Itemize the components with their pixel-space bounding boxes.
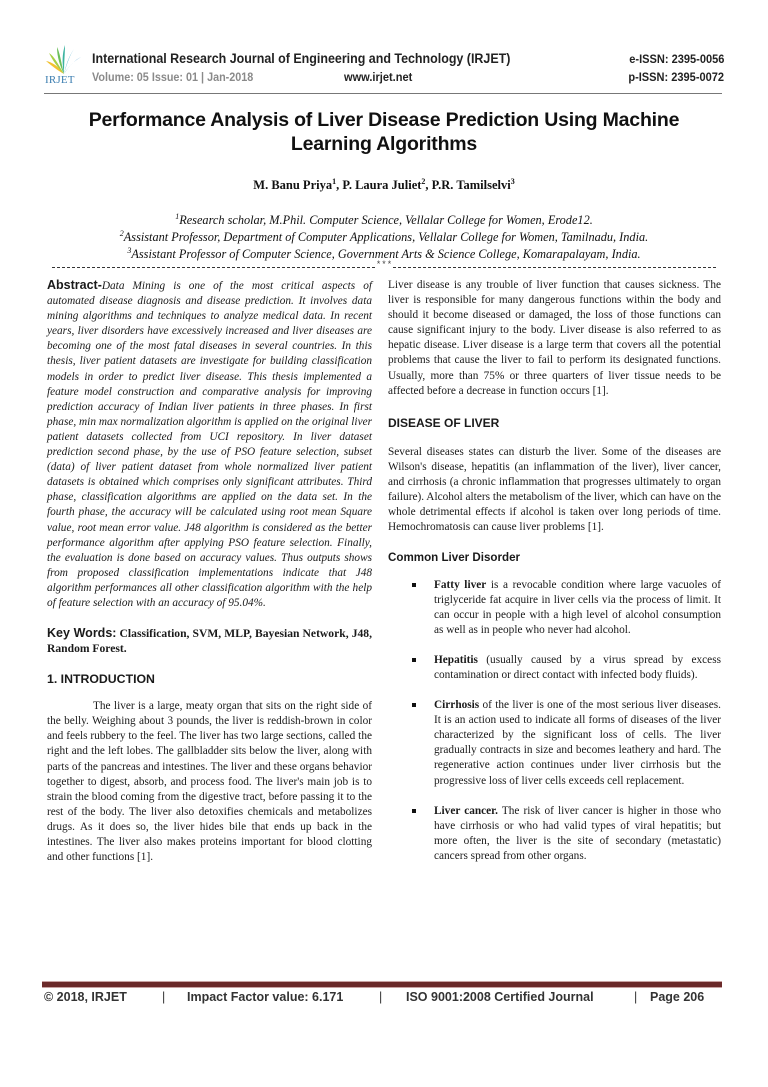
copyright: © 2018, IRJET	[44, 990, 127, 1004]
keywords-label: Key Words:	[47, 626, 117, 641]
affil-sup: 3	[127, 245, 132, 255]
author-name: M. Banu Priya	[253, 178, 333, 192]
abstract-text: Data Mining is one of the most critical aspects of automated disease diagnosis and disease prediction. It involves data mining algorithms and techniques to analyze medical data. In recent years, liver disorders have excessively increased and liver diseases are becoming one of the most fatal diseases in several countries. In this thesis, liver patient datasets are investigate for building classification models in order to predict liver disease. This thesis implemented a feature model construction and comparative analysis for improving prediction accuracy of Indian liver patients in three phases. In first phase, min max normalization algorithm is applied on the original liver patient datasets collected from UCI repository. In liver dataset prediction second phase, by the use of PSO feature selection, subset (data) of liver patient dataset from whole normalized liver patient datasets is obtained which comprises only significant attributes. Third phase, classification algorithms are applied on the data set. In the fourth phase, the accuracy will be calculated using root mean Square value, root mean error value. J48 algorithm is considered as the better performance algorithm after applying PSO feature selection. Finally, the evaluation is done based on accuracy values. Thus outputs shows from proposed classification implementations indicate that J48 algorithm performances all other classification algorithm with the help of feature selection with an accuracy of 95.04%.	[47, 280, 372, 609]
disorder-term: Liver cancer.	[434, 804, 498, 817]
page-footer	[44, 990, 724, 1008]
author-sup: 1	[332, 176, 337, 186]
paper-title: Performance Analysis of Liver Disease Prediction Using Machine Learning Algorithms	[88, 109, 680, 155]
introduction-continued-paragraph: Liver disease is any trouble of liver function that causes sickness. The liver is responsible for many dangerous functions within the body and should it become diseased or damaged, the loss of those functions can cause significant injury to the body. Liver disease is also referred to as hepatic disease. Liver disease is a large term that covers all the potential problems that cause the liver to fail to perform its designated functions. Usually, more than 75% or three quarters of liver tissue needs to be affected before a decrease in function occurs [1].	[388, 279, 721, 397]
disorder-term: Cirrhosis	[434, 699, 480, 712]
disorder-text: (usually caused by a virus spread by excess contamination or direct contact with infected body fluids).	[434, 653, 721, 681]
e-issn: e-ISSN: 2395-0056	[628, 52, 724, 66]
disorder-text: is a revocable condition where large vacuoles of triglyceride fat acquire in liver cells via the process of limit. It can occur in people with a high level of alcohol consumption as well as in people who never had alcohol.	[434, 578, 721, 636]
introduction-heading: 1. INTRODUCTION	[47, 672, 155, 687]
disease-of-liver-heading: DISEASE OF LIVER	[388, 415, 500, 430]
footer-divider	[42, 981, 722, 988]
disorder-text: of the liver is one of the most serious liver diseases. It is an action used to indicate all forms of diseases of the liver characterized by the significant loss of cells. The liver gradually contracts in size and becomes leathery and hard. The regenerative action continues under liver cirrhosis but the progressive loss of liver cells exceeds cell replacement.	[434, 699, 721, 787]
author-list: M. Banu Priya$^1$, P. Laura Juliet$^2$, P.R. Tamilselvi$^3$	[253, 176, 515, 192]
journal-header	[44, 44, 724, 90]
affiliation	[40, 212, 728, 229]
list-item	[388, 698, 721, 789]
keywords-text: Classification, SVM, MLP, Bayesian Network, J48, Random Forest.	[47, 627, 372, 656]
right-column	[388, 278, 721, 879]
impact-factor: Impact Factor value: 6.171	[187, 990, 344, 1004]
disorder-text: The risk of liver cancer is higher in those who have cirrhosis or who had valid types of viral hepatitis; but more often, the liver is the site of secondary (metastatic) cancers spread from other organs.	[434, 804, 722, 862]
list-item	[388, 578, 721, 638]
affil-text: Research scholar, M.Phil. Computer Science, Vellalar College for Women, Erode12.	[179, 213, 593, 227]
journal-name: International Research Journal of Engineering and Technology (IRJET)	[92, 51, 511, 66]
affiliation	[40, 229, 728, 246]
footer-separator: |	[162, 990, 166, 1004]
affil-text: Assistant Professor, Department of Computer Applications, Vellalar College for Women, Tamilnadu, India.	[123, 230, 649, 244]
footer-separator: |	[379, 990, 383, 1004]
journal-website-link[interactable]: www.irjet.net	[344, 70, 413, 84]
leaf-fan-icon	[44, 44, 84, 76]
square-bullet-icon	[412, 583, 416, 587]
header-divider	[44, 93, 722, 94]
author-sup: 3	[510, 176, 515, 186]
common-liver-disorder-heading: Common Liver Disorder	[388, 551, 521, 565]
section-separator	[52, 260, 716, 271]
square-bullet-icon	[412, 809, 416, 813]
footer-separator: |	[634, 990, 638, 1004]
dashed-line	[393, 267, 716, 268]
author-name: P.R. Tamilselvi	[431, 178, 511, 192]
logo-text: IRJET	[45, 74, 75, 86]
abstract-label: Abstract-	[47, 278, 102, 292]
dashed-line	[52, 267, 375, 268]
square-bullet-icon	[412, 658, 416, 662]
page-number: Page 206	[650, 990, 705, 1004]
author-name: P. Laura Juliet	[342, 178, 422, 192]
affil-sup: 1	[175, 211, 180, 221]
irjet-logo	[44, 44, 84, 90]
affiliations	[40, 212, 728, 263]
square-bullet-icon	[412, 703, 416, 707]
separator-stars: ***	[375, 260, 393, 270]
author-sup: 2	[421, 176, 426, 186]
affil-text: Assistant Professor of Computer Science, Government Arts & Science College, Komarapalayam, India.	[131, 247, 641, 261]
disease-of-liver-paragraph: Several diseases states can disturb the liver. Some of the diseases are Wilson's disease, hepatitis (an inflammation of the liver), liver cancer, and cirrhosis (a chronic inflammation that progresses ultimately to organ failure). Alcohol alters the metabolism of the liver, which can have on the whole detrimental effects if alcohol is taken over long periods of time. Hemochromatosis can cause liver problems [1].	[388, 445, 721, 534]
introduction-paragraph: The liver is a large, meaty organ that sits on the right side of the belly. Weighing about 3 pounds, the liver is reddish-brown in color and feels rubbery to the feel. The liver has two large sections, called the right and the left lobes. The gallbladder sits below the liver, along with parts of the pancreas and intestines. The liver and these organs behavior together to digest, absorb, and process food. The liver's main job is to strain the blood coming from the digestive tract, before passing it to the rest of the body. The liver also detoxifies chemicals and metabolizes drugs. As it does so, the liver hides bile that ends up back in the intestines. The liver also makes proteins important for blood clotting and other functions [1].	[47, 700, 372, 864]
p-issn: p-ISSN: 2395-0072	[628, 70, 724, 84]
list-item	[388, 804, 721, 864]
disorder-term: Fatty liver	[434, 578, 487, 591]
certification: ISO 9001:2008 Certified Journal	[406, 990, 594, 1004]
abstract	[47, 278, 372, 611]
disorder-list	[388, 578, 721, 865]
list-item	[388, 653, 721, 683]
volume-issue: Volume: 05 Issue: 01 | Jan-2018	[92, 70, 254, 84]
affil-sup: 2	[119, 228, 124, 238]
disorder-term: Hepatitis	[434, 653, 478, 666]
left-column	[47, 278, 372, 865]
keywords	[47, 626, 372, 656]
